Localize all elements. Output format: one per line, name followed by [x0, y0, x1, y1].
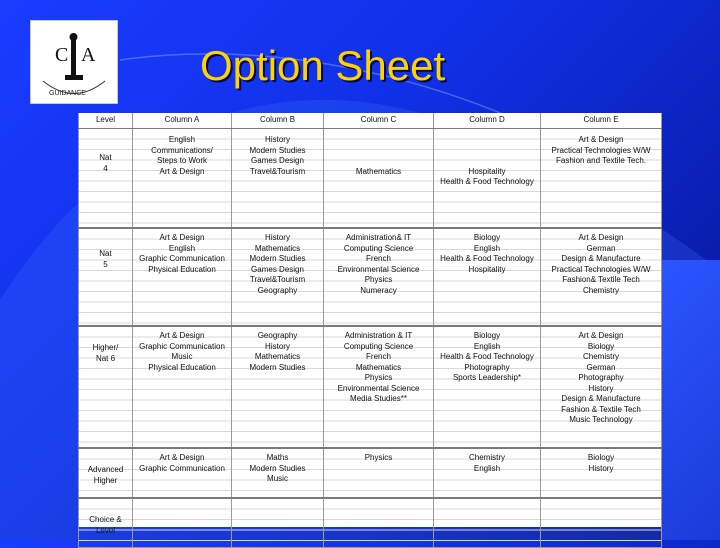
subject-cell — [232, 448, 324, 498]
header-column-a: Column A — [133, 113, 232, 129]
guidance-logo — [30, 20, 118, 104]
subject-label: Biology — [587, 453, 615, 462]
subject-label: Fashion and Textile Tech. — [556, 156, 646, 165]
subject-label: Environmental Science — [337, 383, 420, 393]
subject-label: English — [168, 135, 196, 144]
subject-cell — [434, 326, 541, 448]
subject-cell — [434, 129, 541, 229]
subject-label — [541, 167, 661, 178]
subject-label — [324, 146, 433, 157]
subject-label: Music Technology — [569, 415, 633, 424]
subject-label: History — [588, 463, 614, 473]
subject-label: Media Studies** — [350, 394, 407, 403]
subject-label — [434, 146, 540, 157]
subject-label: Steps to Work — [156, 156, 208, 165]
subject-label: Modern Studies — [249, 254, 306, 263]
header-column-d: Column D — [434, 113, 541, 129]
subject-cell — [324, 129, 434, 229]
subject-label — [324, 156, 433, 167]
subject-cell — [541, 498, 662, 548]
level-label: Level — [95, 525, 116, 535]
header-column-b: Column B — [232, 113, 324, 129]
subject-label: Games Design — [251, 264, 304, 274]
subject-label: French — [366, 352, 391, 361]
subject-cell — [232, 129, 324, 229]
subject-label: Fashion & Textile Tech — [561, 404, 641, 414]
header-column-e: Column E — [541, 113, 662, 129]
subject-label: Art & Design — [159, 166, 205, 176]
subject-label — [434, 135, 540, 146]
subject-label: German — [586, 362, 616, 372]
level-label: Nat — [99, 249, 112, 258]
subject-cell — [232, 228, 324, 326]
subject-cell — [232, 326, 324, 448]
subject-label: Maths — [266, 453, 289, 462]
subject-label: Biology — [587, 341, 615, 351]
subject-cell — [232, 498, 324, 548]
subject-label: French — [366, 254, 391, 263]
table-row — [79, 129, 662, 229]
subject-label: Communications/ — [151, 145, 213, 155]
subject-cell — [324, 228, 434, 326]
subject-cell — [541, 228, 662, 326]
subject-label: Design & Manufacture — [561, 254, 641, 263]
subject-label: Physical Education — [148, 362, 216, 372]
subject-label: Biology — [473, 331, 501, 340]
subject-cell — [133, 326, 232, 448]
level-cell — [79, 129, 133, 229]
subject-label: Chemistry — [468, 453, 505, 462]
subject-label: Chemistry — [582, 285, 619, 295]
subject-label: Computing Science — [343, 243, 414, 253]
subject-label: Photography — [464, 362, 510, 372]
subject-label: Modern Studies — [249, 362, 306, 372]
subject-label: Physical Education — [148, 264, 216, 274]
subject-label — [434, 156, 540, 167]
header-column-c: Column C — [324, 113, 434, 129]
subject-label — [324, 135, 433, 146]
subject-label: Geography — [257, 331, 298, 340]
subject-cell — [133, 129, 232, 229]
subject-label: Art & Design — [159, 331, 205, 340]
level-label: Advanced — [87, 465, 124, 474]
subject-label: Physics — [364, 275, 393, 284]
subject-label: Mathematics — [355, 166, 402, 176]
subject-label: Design & Manufacture — [561, 394, 641, 403]
subject-label: English — [473, 341, 501, 351]
subject-label: Art & Design — [578, 331, 624, 340]
level-label: 4 — [103, 163, 108, 173]
subject-label: Travel&Tourism — [249, 275, 306, 284]
subject-label: Art & Design — [578, 233, 624, 242]
subject-label: Administration & IT — [344, 331, 413, 340]
subject-label: History — [265, 233, 290, 242]
subject-cell — [324, 448, 434, 498]
subject-label: Travel&Tourism — [249, 166, 306, 176]
subject-cell — [541, 448, 662, 498]
subject-label: Chemistry — [582, 352, 619, 361]
subject-label: Computing Science — [343, 341, 414, 351]
subject-label: Administration& IT — [345, 233, 412, 242]
subject-label: Hospitality — [468, 264, 506, 274]
level-label: Choice & — [89, 515, 122, 524]
subject-cell — [324, 498, 434, 548]
table-row — [79, 448, 662, 498]
subject-label: English — [473, 463, 501, 473]
subject-label: Graphic Communication — [139, 463, 225, 473]
subject-label: German — [586, 243, 616, 253]
subject-label: Games Design — [251, 156, 304, 165]
subject-label: History — [265, 341, 290, 351]
subject-cell — [133, 498, 232, 548]
subject-label: Biology — [473, 233, 501, 242]
subject-cell — [541, 326, 662, 448]
logo-emblem-icon — [31, 21, 117, 103]
subject-label: Modern Studies — [249, 463, 306, 473]
subject-label: Music — [267, 474, 288, 483]
subject-label: Graphic Communication — [139, 254, 225, 263]
level-label: 5 — [103, 259, 108, 269]
subject-label: Health & Food Technology — [440, 352, 534, 361]
level-cell — [79, 326, 133, 448]
subject-label: Mathematics — [254, 243, 301, 253]
subject-label: History — [265, 135, 290, 144]
page-title: Option Sheet — [200, 42, 446, 89]
subject-cell — [434, 228, 541, 326]
subject-label: Modern Studies — [249, 145, 306, 155]
logo-letter-a: A — [81, 44, 96, 66]
subject-cell — [133, 448, 232, 498]
subject-label: Mathematics — [355, 362, 402, 372]
level-label: Nat — [99, 153, 112, 162]
subject-cell — [434, 498, 541, 548]
subject-cell — [324, 326, 434, 448]
subject-label: Environmental Science — [337, 264, 420, 274]
level-cell — [79, 498, 133, 548]
subject-label: English — [473, 243, 501, 253]
subject-label: Mathematics — [254, 352, 301, 361]
option-sheet-table — [78, 113, 661, 535]
subject-label: Photography — [578, 373, 624, 382]
subject-label: Sports Leadership* — [452, 373, 522, 382]
level-label: Higher — [93, 475, 118, 485]
subject-label: Physics — [364, 373, 393, 382]
logo-ring-text: GUIDANCE — [49, 90, 86, 97]
header-level: Level — [79, 113, 133, 129]
subject-label: Art & Design — [578, 135, 624, 144]
subject-label: Physics — [364, 453, 393, 462]
decorative-panel — [661, 260, 720, 540]
subject-label: Art & Design — [159, 453, 205, 462]
level-cell — [79, 448, 133, 498]
subject-cell — [434, 448, 541, 498]
level-label: Higher/ — [92, 343, 119, 352]
subject-cell — [133, 228, 232, 326]
subject-label: Hospitality — [468, 166, 506, 176]
subject-label: Practical Technologies W/W — [551, 145, 651, 155]
subject-label: Health & Food Technology — [440, 254, 534, 263]
table-row — [79, 228, 662, 326]
subject-label: Music — [171, 352, 193, 361]
table-header-row — [79, 113, 662, 129]
subject-label: Fashion& Textile Tech — [562, 275, 640, 284]
subject-label: Health & Food Technology — [440, 177, 534, 186]
subject-label: English — [168, 243, 196, 253]
level-label: Nat 6 — [95, 353, 116, 363]
logo-letter-c: C — [55, 44, 69, 66]
subject-label: Geography — [257, 285, 298, 295]
subject-label: Art & Design — [159, 233, 205, 242]
table-row — [79, 498, 662, 548]
table-row — [79, 326, 662, 448]
subject-label: Numeracy — [360, 285, 397, 295]
subject-cell — [541, 129, 662, 229]
level-cell — [79, 228, 133, 326]
subject-label: Practical Technologies W/W — [551, 264, 651, 274]
subject-label: History — [588, 383, 614, 393]
subject-label: Graphic Communication — [139, 341, 225, 351]
